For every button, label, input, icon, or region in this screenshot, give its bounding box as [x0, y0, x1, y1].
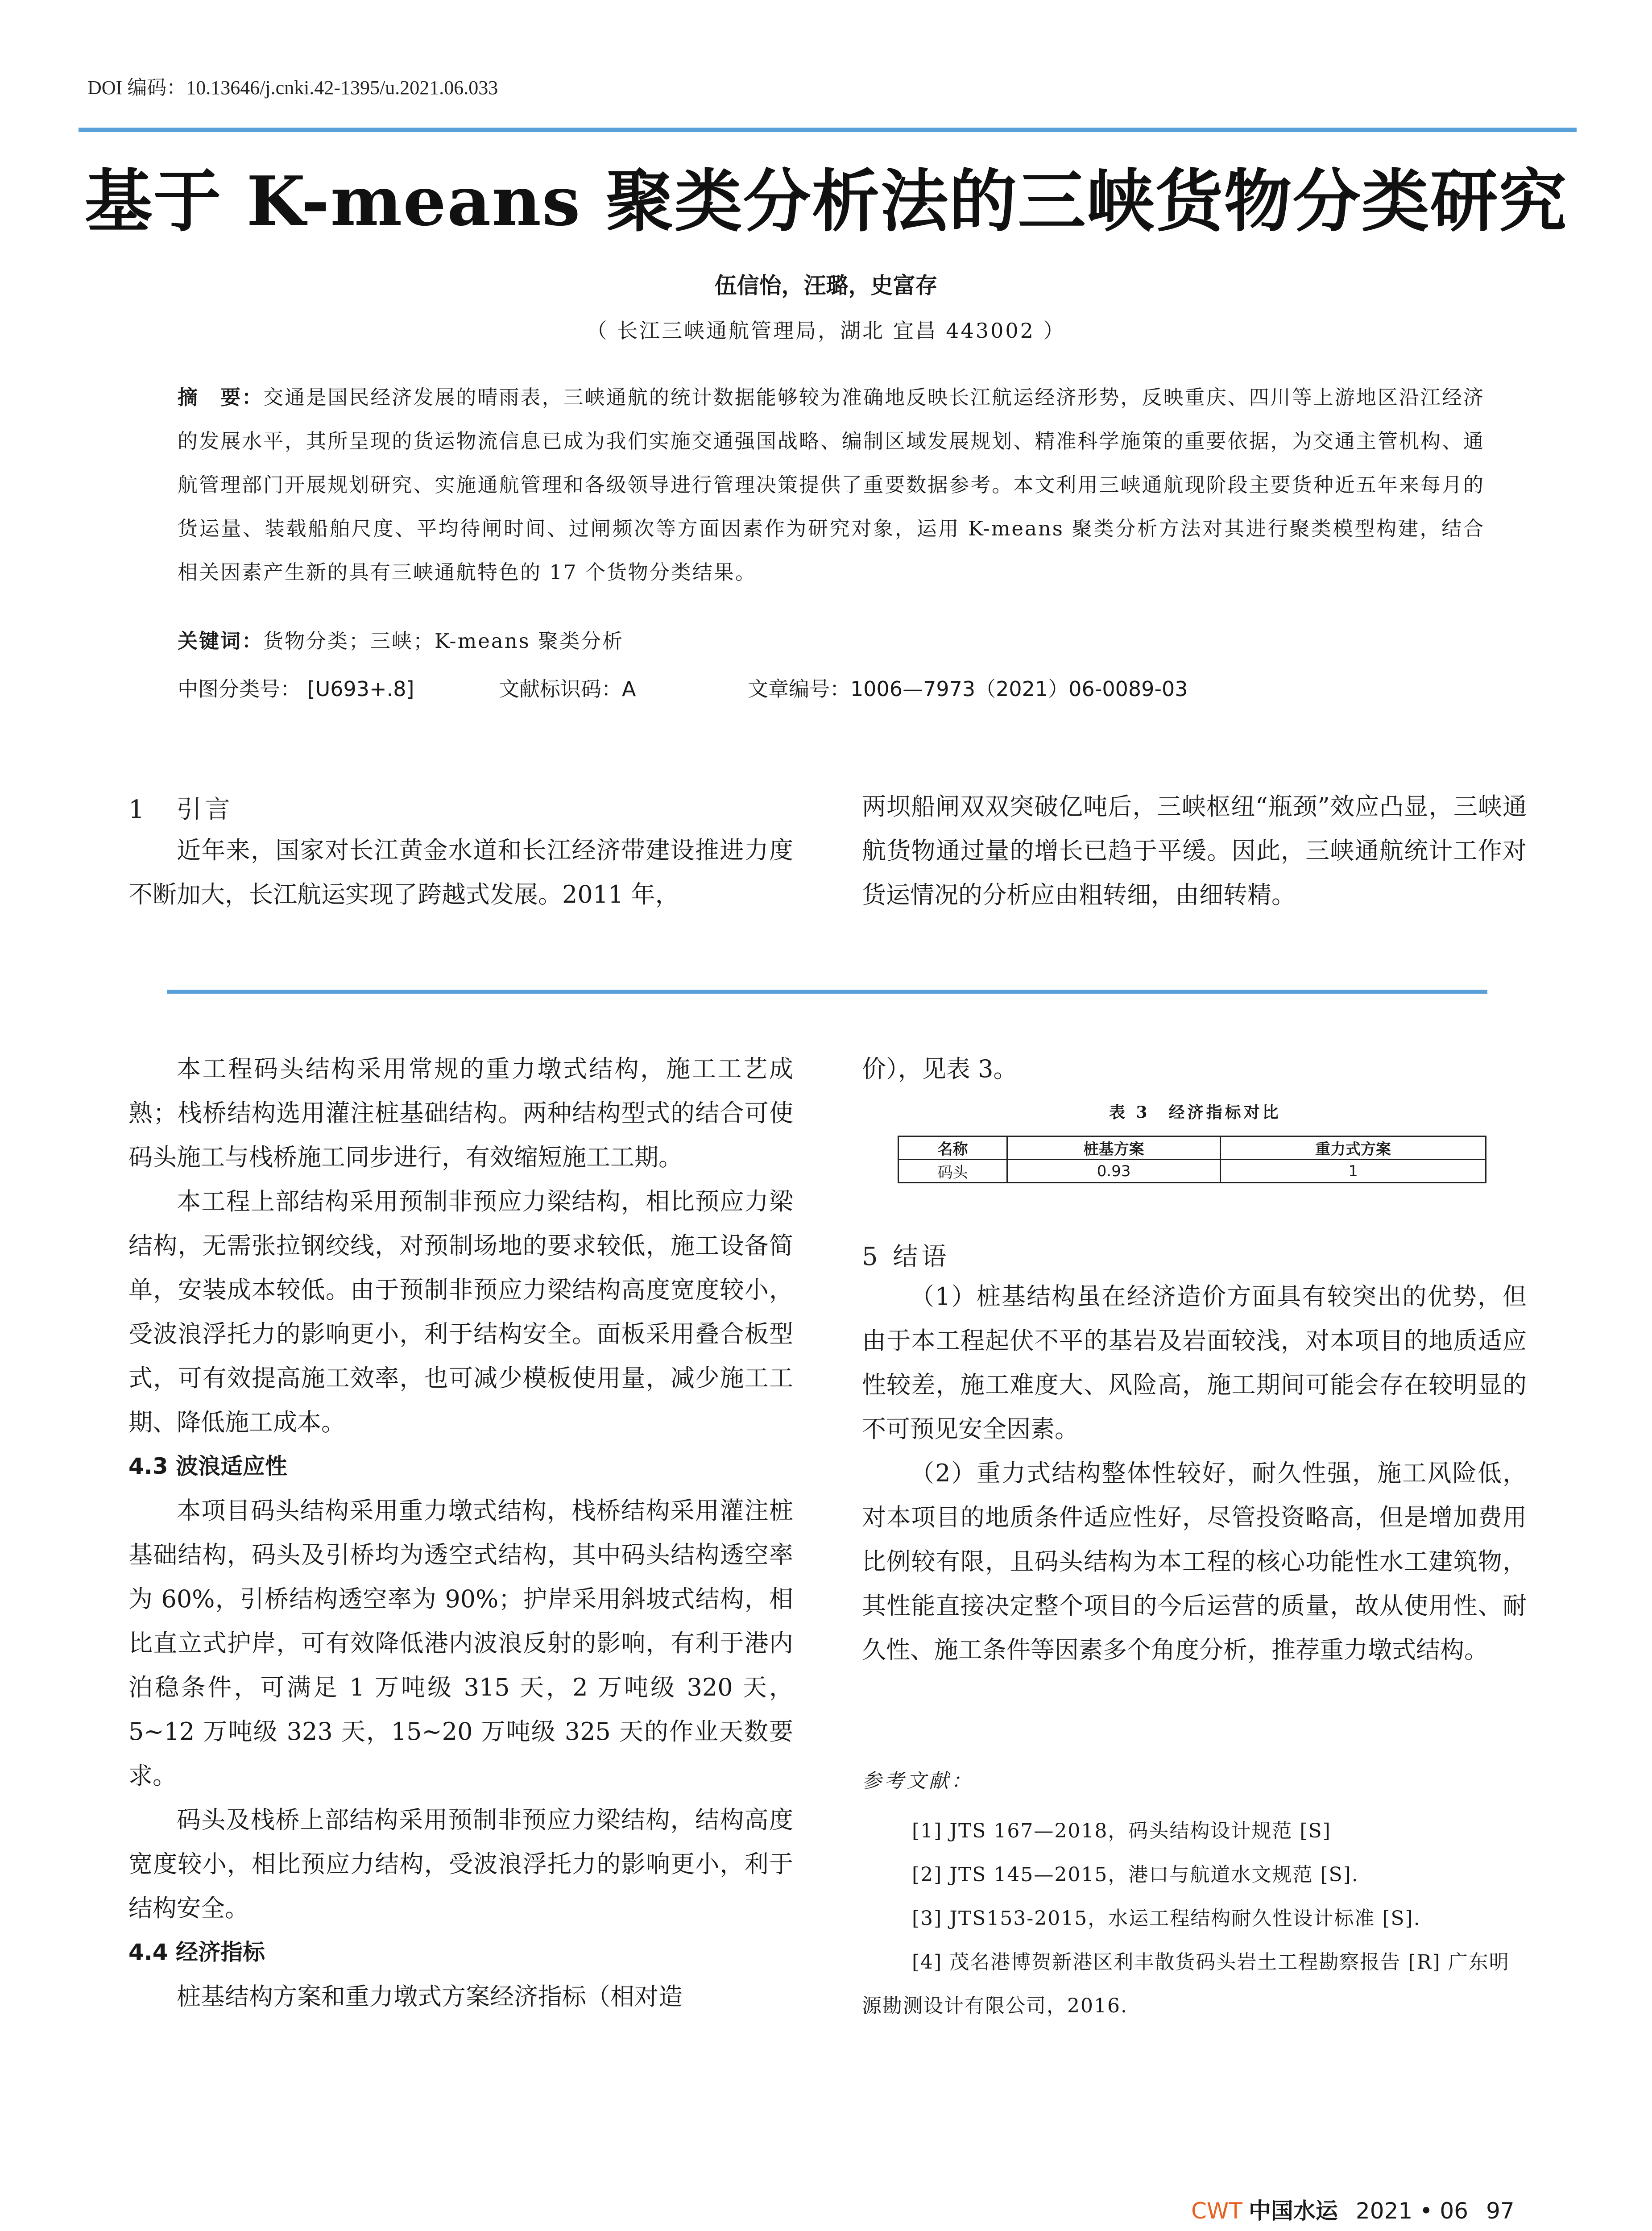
- intro-left-paragraph: 近年来，国家对长江黄金水道和长江经济带建设推进力度不断加大，长江航运实现了跨越式发展。2011 年，: [128, 836, 793, 908]
- intro-right-paragraph: 两坝船闸双双突破亿吨后，三峡枢纽“瓶颈”效应凸显，三峡通航货物通过量的增长已趋于平缓。因此，三峡通航统计工作对货运情况的分析应由粗转细，由细转精。: [862, 792, 1527, 909]
- paper-title: 基于 K-means 聚类分析法的三峡货物分类研究: [84, 161, 1568, 241]
- authors: 伍信怡，汪璐，史富存: [714, 273, 938, 299]
- intro-right-column: [862, 784, 1527, 917]
- abstract-text: 交通是国民经济发展的晴雨表，三峡通航的统计数据能够较为准确地反映长江航运经济形势，反映重庆、四川等上游地区沿江经济的发展水平，其所呈现的货运物流信息已成为我们实施交通强国战略、编制区域发展规划、精准科学施策的重要依据，为交通主管机构、通航管理部门开展规划研究、实施通航管理和各级领导进行管理决策提供了重要数据参考。本文利用三峡通航现阶段主要货种近五年来每月的货运量、装载船舶尺度、平均待闸时间、过闸频次等方面因素作为研究对象，运用 K-means 聚类分析方法对其进行聚类模型构建，结合相关因素产生新的具有三峡通航特色的 17 个货物分类结果。: [178, 386, 1485, 584]
- reference-item: [3] JTS153-2015，水运工程结构耐久性设计标准 [S].: [912, 1907, 1421, 1930]
- table-cell: 0.93: [1007, 1160, 1221, 1183]
- table-header-cell: 名称: [898, 1136, 1007, 1160]
- table-cell: 1: [1221, 1160, 1486, 1183]
- paragraph: 桩基结构方案和重力墩式方案经济指标（相对造: [177, 1982, 683, 2011]
- article-divider: [167, 990, 1487, 994]
- table-header-cell: 桩基方案: [1007, 1136, 1221, 1160]
- conclusion-paragraph-2: （2）重力式结构整体性较好，耐久性强，施工风险低，对本项目的地质条件适应性好，尽管投资略高，但是增加费用比例较有限，且码头结构为本工程的核心功能性水工建筑物，其性能直接决定整个项目的今后运营的质量，故从使用性、耐久性、施工条件等因素多个角度分析，推荐重力墩式结构。: [862, 1459, 1527, 1664]
- affiliation: （ 长江三峡通航管理局，湖北 宜昌 443002 ）: [586, 319, 1066, 343]
- page-footer: [1191, 2193, 1515, 2225]
- abstract: [178, 376, 1485, 594]
- references-heading: 参考文献：: [862, 1770, 973, 1792]
- table-3: [898, 1136, 1486, 1183]
- paragraph: 码头及栈桥上部结构采用预制非预应力梁结构，结构高度宽度较小，相比预应力结构，受波浪浮托力的影响更小，利于结构安全。: [128, 1806, 793, 1922]
- abstract-label: 摘 要：: [178, 386, 264, 409]
- paragraph: 本工程码头结构采用常规的重力墩式结构，施工工艺成熟；栈桥结构选用灌注桩基础结构。两种结构型式的结合可使码头施工与栈桥施工同步进行，有效缩短施工工期。: [128, 1055, 793, 1171]
- body-left-column: [128, 1047, 793, 2019]
- issue-number: 2021 • 06: [1355, 2198, 1469, 2224]
- reference-item: [2] JTS 145—2015，港口与航道水文规范 [S].: [912, 1863, 1359, 1886]
- article-number: 文章编号：1006—7973（2021）06-0089-03: [748, 677, 1188, 701]
- table-cell: 码头: [898, 1160, 1007, 1183]
- keywords-label: 关键词：: [178, 629, 264, 653]
- table-3-caption: 表 3 经济指标对比: [1109, 1103, 1281, 1122]
- doi: DOI 编码：10.13646/j.cnki.42-1395/u.2021.06.033: [87, 77, 498, 99]
- table-row: [898, 1160, 1486, 1183]
- body-right-continuation: [862, 1047, 1527, 1091]
- paragraph: 价），见表 3。: [862, 1055, 1018, 1083]
- document-code: 文献标识码：A: [499, 677, 636, 701]
- table-header-row: [898, 1136, 1486, 1160]
- page-number: 97: [1486, 2198, 1515, 2224]
- section-4-4-heading: 4.4 经济指标: [128, 1939, 265, 1965]
- paragraph: 本工程上部结构采用预制非预应力梁结构，相比预应力梁结构，无需张拉钢绞线，对预制场地的要求较低，施工设备简单，安装成本较低。由于预制非预应力梁结构高度宽度较小，受波浪浮托力的影响更小，利于结构安全。面板采用叠合板型式，可有效提高施工效率，也可减少模板使用量，减少施工工期、降低施工成本。: [128, 1187, 793, 1436]
- clc-number: 中图分类号： [U693+.8]: [178, 677, 414, 701]
- section-4-3-heading: 4.3 波浪适应性: [128, 1453, 287, 1479]
- keywords: [178, 625, 624, 654]
- conclusion-paragraph-1: （1）桩基结构虽在经济造价方面具有较突出的优势，但由于本工程起伏不平的基岩及岩面较浅，对本项目的地质适应性较差，施工难度大、风险高，施工期间可能会存在较明显的不可预见安全因素。: [862, 1282, 1527, 1443]
- section-1-heading: 1 引言: [128, 795, 234, 824]
- journal-brand: CWT: [1191, 2198, 1242, 2224]
- table-header-cell: 重力式方案: [1221, 1136, 1486, 1160]
- references-list: [862, 1809, 1527, 2028]
- intro-left-column: [128, 828, 793, 916]
- reference-item: [1] JTS 167—2018，码头结构设计规范 [S]: [912, 1820, 1331, 1842]
- conclusion-column: [862, 1274, 1527, 1672]
- keywords-text: 货物分类；三峡；K-means 聚类分析: [263, 629, 624, 653]
- header-rule: [79, 128, 1577, 132]
- paragraph: 本项目码头结构采用重力墩式结构，栈桥结构采用灌注桩基础结构，码头及引桥均为透空式结构，其中码头结构透空率为 60%，引桥结构透空率为 90%；护岸采用斜坡式结构，相比直立式护岸，可有效降低港内波浪反射的影响，有利于港内泊稳条件，可满足 1 万吨级 315 天，2 万吨级 320 天，5~12 万吨级 323 天，15~20 万吨级 325 天的作业天数要求。: [128, 1497, 793, 1790]
- reference-item: [4] 茂名港博贺新港区利丰散货码头岩土工程勘察报告 [R] 广东明源勘测设计有限公司，2016.: [862, 1951, 1510, 2017]
- journal-name: 中国水运: [1248, 2198, 1338, 2224]
- section-5-heading: 5 结语: [862, 1242, 950, 1271]
